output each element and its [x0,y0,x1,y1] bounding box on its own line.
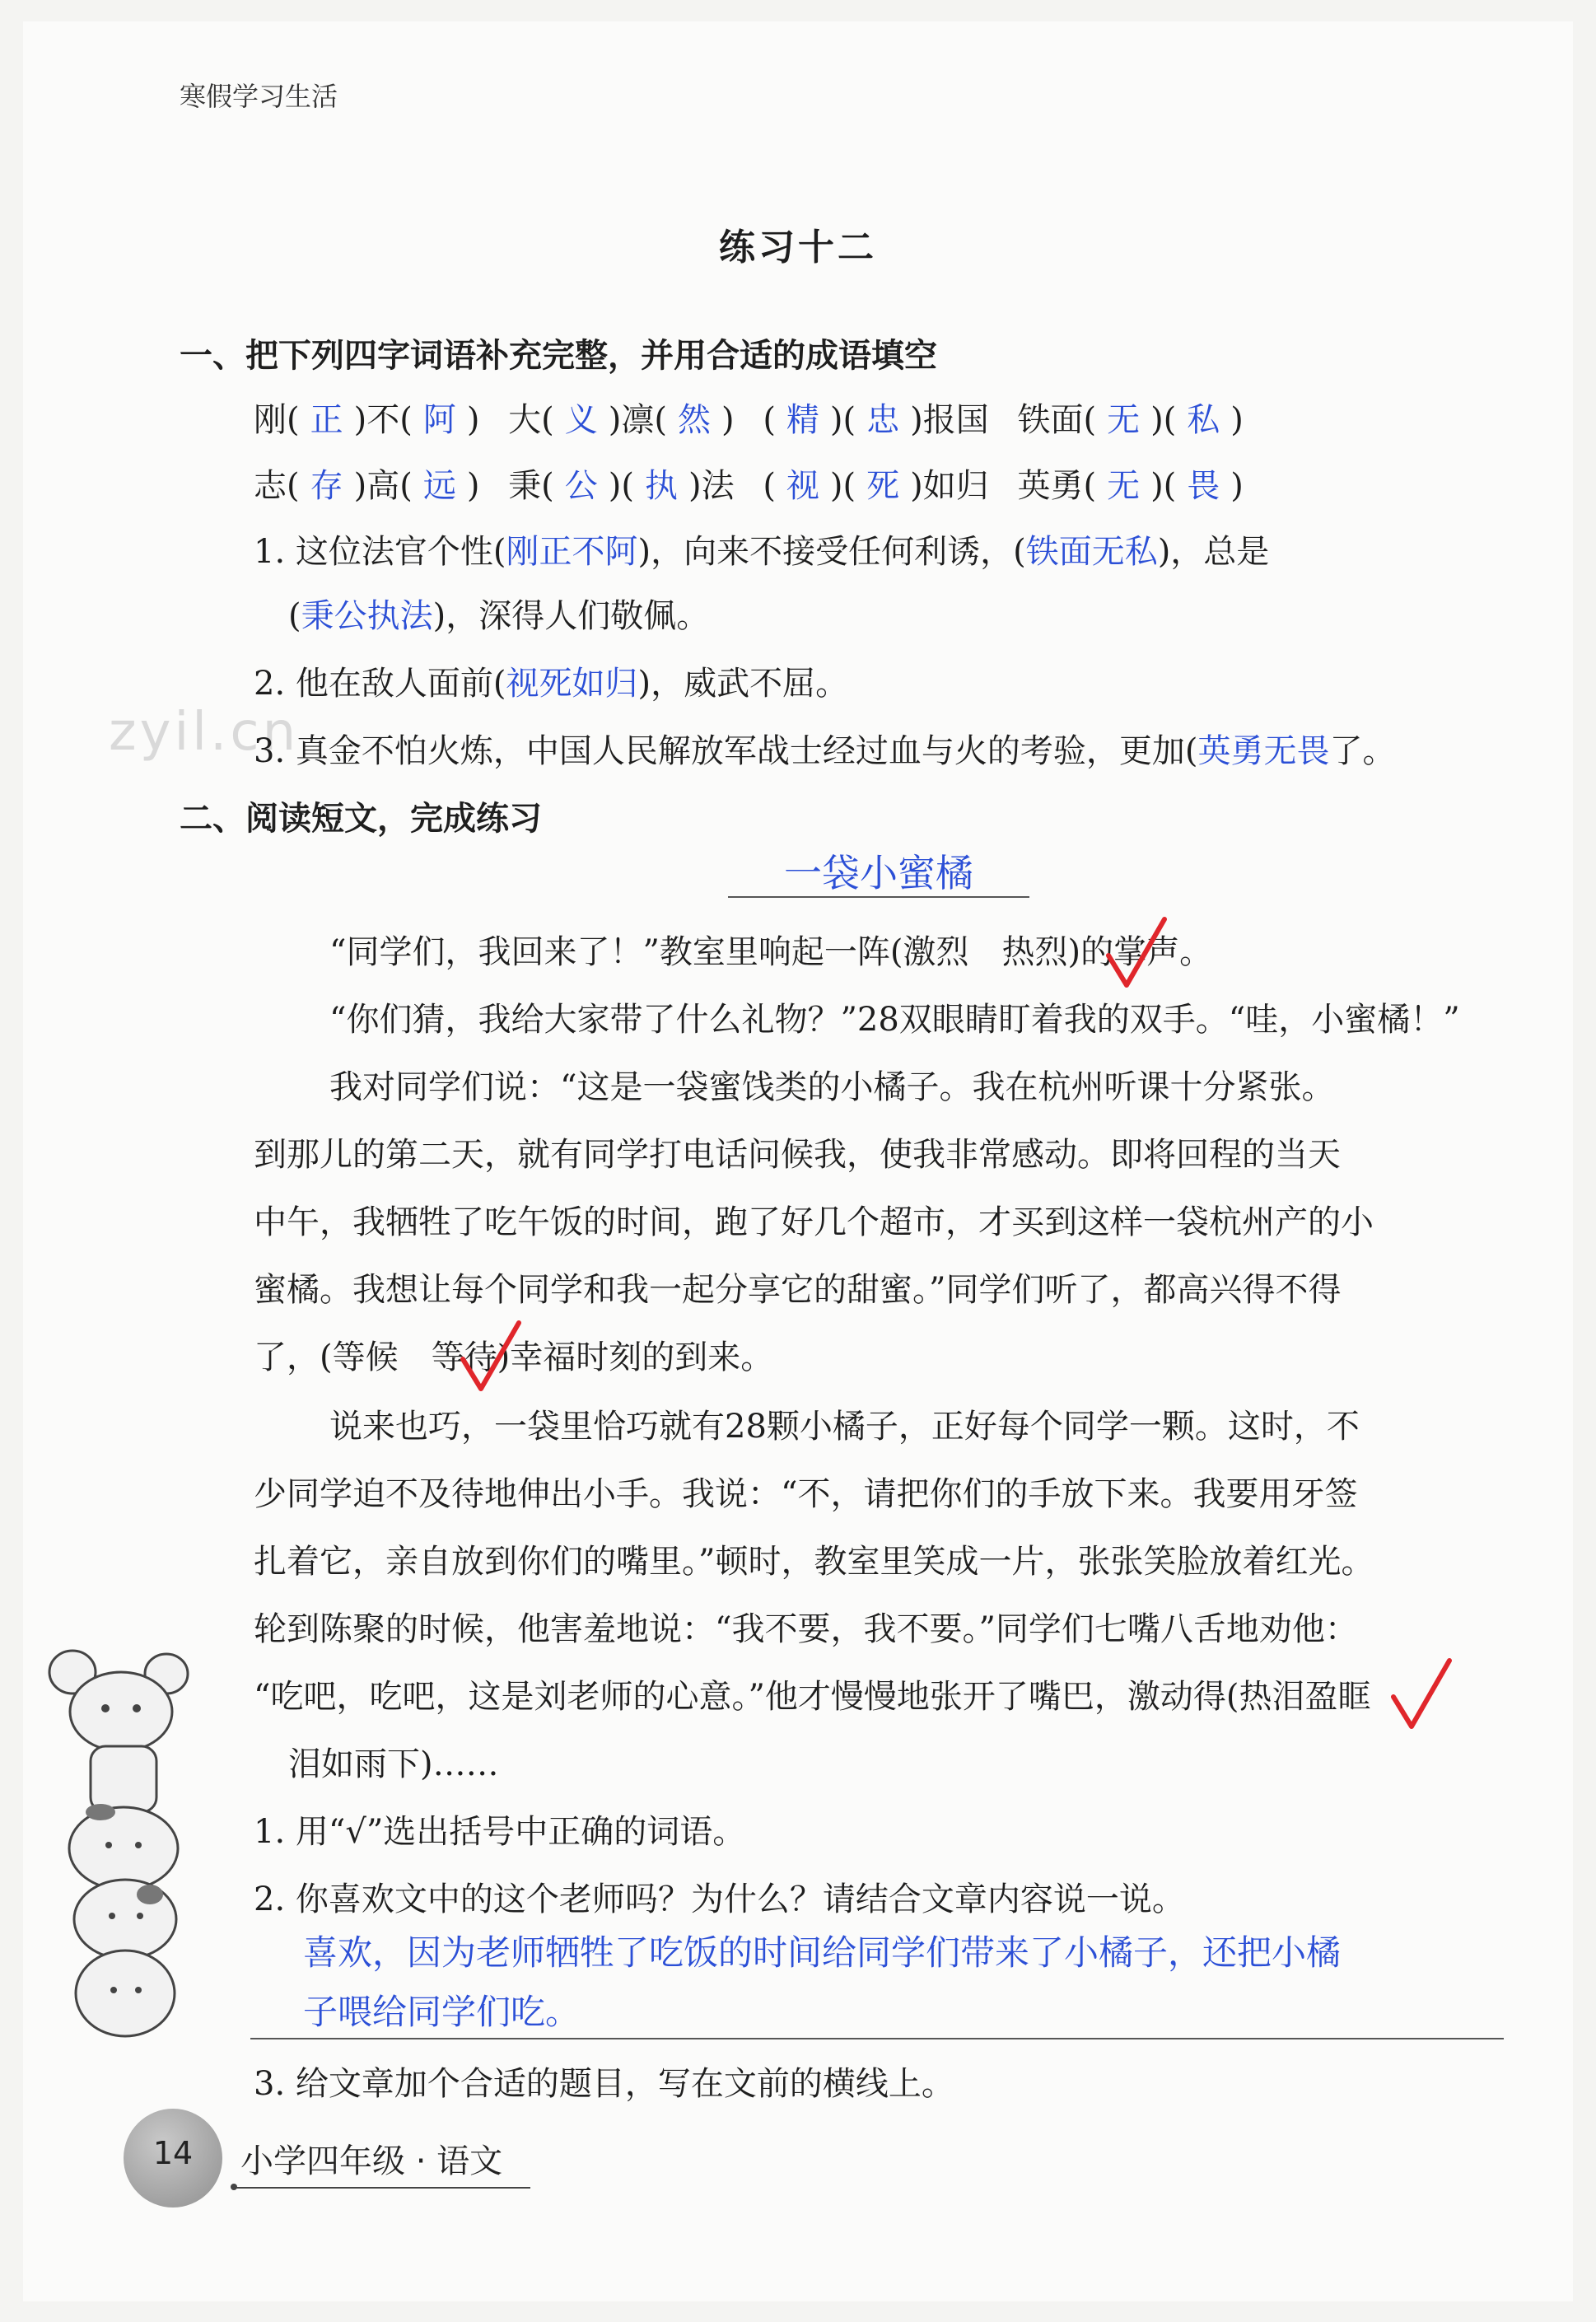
story-paragraph: 说来也巧，一袋里恰巧就有28颗小橘子，正好每个同学一颗。这时，不 [329,1408,1360,1446]
reading-question-2: 2. 你喜欢文中的这个老师吗？为什么？请结合文章内容说一说。 [254,1880,1185,1918]
answer-1c: 秉公执法 [301,597,433,635]
grade-subject: 小学四年级 · 语文 [240,2142,503,2180]
story-title-underline [728,896,1029,898]
check-mark-icon [458,1318,524,1397]
book-title: 寒假学习生活 [180,81,338,112]
idiom-row-2 [254,460,1262,507]
story-paragraph: 扎着它，亲自放到你们的嘴里。”顿时，教室里笑成一片，张张笑脸放着红光。 [254,1543,1374,1581]
check-mark-icon [1104,914,1169,993]
story-paragraph: 了，(等候 等待)幸福时刻的到来。 [254,1339,774,1376]
answer-1b: 铁面无私 [1025,533,1158,571]
idiom-item: ( 视 )( 死 )如归 [763,467,989,505]
story-paragraph: 到那儿的第二天，就有同学打电话问候我，使我非常感动。即将回程的当天 [254,1136,1341,1174]
story-paragraph: “同学们，我回来了！”教室里响起一阵(激烈 热烈)的掌声。 [329,933,1213,971]
answer-2: 视死如归 [506,665,638,703]
answer-3: 英勇无畏 [1197,732,1330,770]
story-paragraph: “你们猜，我给大家带了什么礼物？”28双眼睛盯着我的双手。“哇，小蜜橘！” [329,1001,1460,1039]
answer-1a: 刚正不阿 [506,533,638,571]
idiom-item: ( 精 )( 忠 )报国 [763,401,989,439]
idiom-item: 英勇( 无 )( 畏 ) [1017,467,1244,505]
reading-question-1: 1. 用“√”选出括号中正确的词语。 [254,1813,746,1851]
cartoon-animals-illustration [43,1647,208,2059]
idiom-item: 刚( 正 )不( 阿 ) [254,401,480,439]
section2-heading: 二、阅读短文，完成练习 [180,800,542,838]
idiom-item: 志( 存 )高( 远 ) [254,467,480,505]
answer-underline [250,2038,1504,2039]
check-mark-icon [1388,1656,1454,1735]
idiom-item: 秉( 公 )( 执 )法 [508,467,735,505]
section1-heading: 一、把下列四字词语补充完整，并用合适的成语填空 [180,337,937,375]
idiom-item: 铁面( 无 )( 私 ) [1017,401,1244,439]
question-1-line-2: (秉公执法)，深得人们敬佩。 [288,590,709,637]
answer-line-1: 喜欢，因为老师牺牲了吃饭的时间给同学们带来了小橘子，还把小橘 [303,1932,1342,1973]
story-paragraph: “吃吧，吃吧，这是刘老师的心意。”他才慢慢地张开了嘴巴，激动得(热泪盈眶 [254,1678,1371,1716]
story-paragraph: 蜜橘。我想让每个同学和我一起分享它的甜蜜。”同学们听了，都高兴得不得 [254,1271,1342,1309]
idiom-item: 大( 义 )凛( 然 ) [508,401,735,439]
story-title: 一袋小蜜橘 [784,851,973,895]
watermark: zyil.cn [109,702,300,763]
question-1-line-1: 1. 这位法官个性(刚正不阿)，向来不接受任何利诱，(铁面无私)，总是 [254,526,1269,572]
story-paragraph: 我对同学们说：“这是一袋蜜饯类的小橘子。我在杭州听课十分紧张。 [329,1068,1335,1106]
question-2: 2. 他在敌人面前(视死如归)，威武不屈。 [254,657,848,704]
story-paragraph: 轮到陈聚的时候，他害羞地说：“我不要，我不要。”同学们七嘴八舌地劝他： [254,1610,1358,1648]
page-number: 14 [152,2135,194,2171]
idiom-row-1 [254,394,1262,441]
exercise-title: 练习十二 [719,227,877,269]
footer-rule [234,2187,530,2189]
answer-line-2: 子喂给同学们吃。 [303,1992,581,2032]
story-paragraph: 泪如雨下)…… [288,1745,499,1783]
story-paragraph: 少同学迫不及待地伸出小手。我说：“不，请把你们的手放下来。我要用牙签 [254,1475,1358,1513]
reading-question-3: 3. 给文章加个合适的题目，写在文前的横线上。 [254,2065,954,2103]
story-paragraph: 中午，我牺牲了吃午饭的时间，跑了好几个超市，才买到这样一袋杭州产的小 [254,1203,1374,1241]
question-3: 3. 真金不怕火炼，中国人民解放军战士经过血与火的考验，更加(英勇无畏了。 [254,725,1395,772]
